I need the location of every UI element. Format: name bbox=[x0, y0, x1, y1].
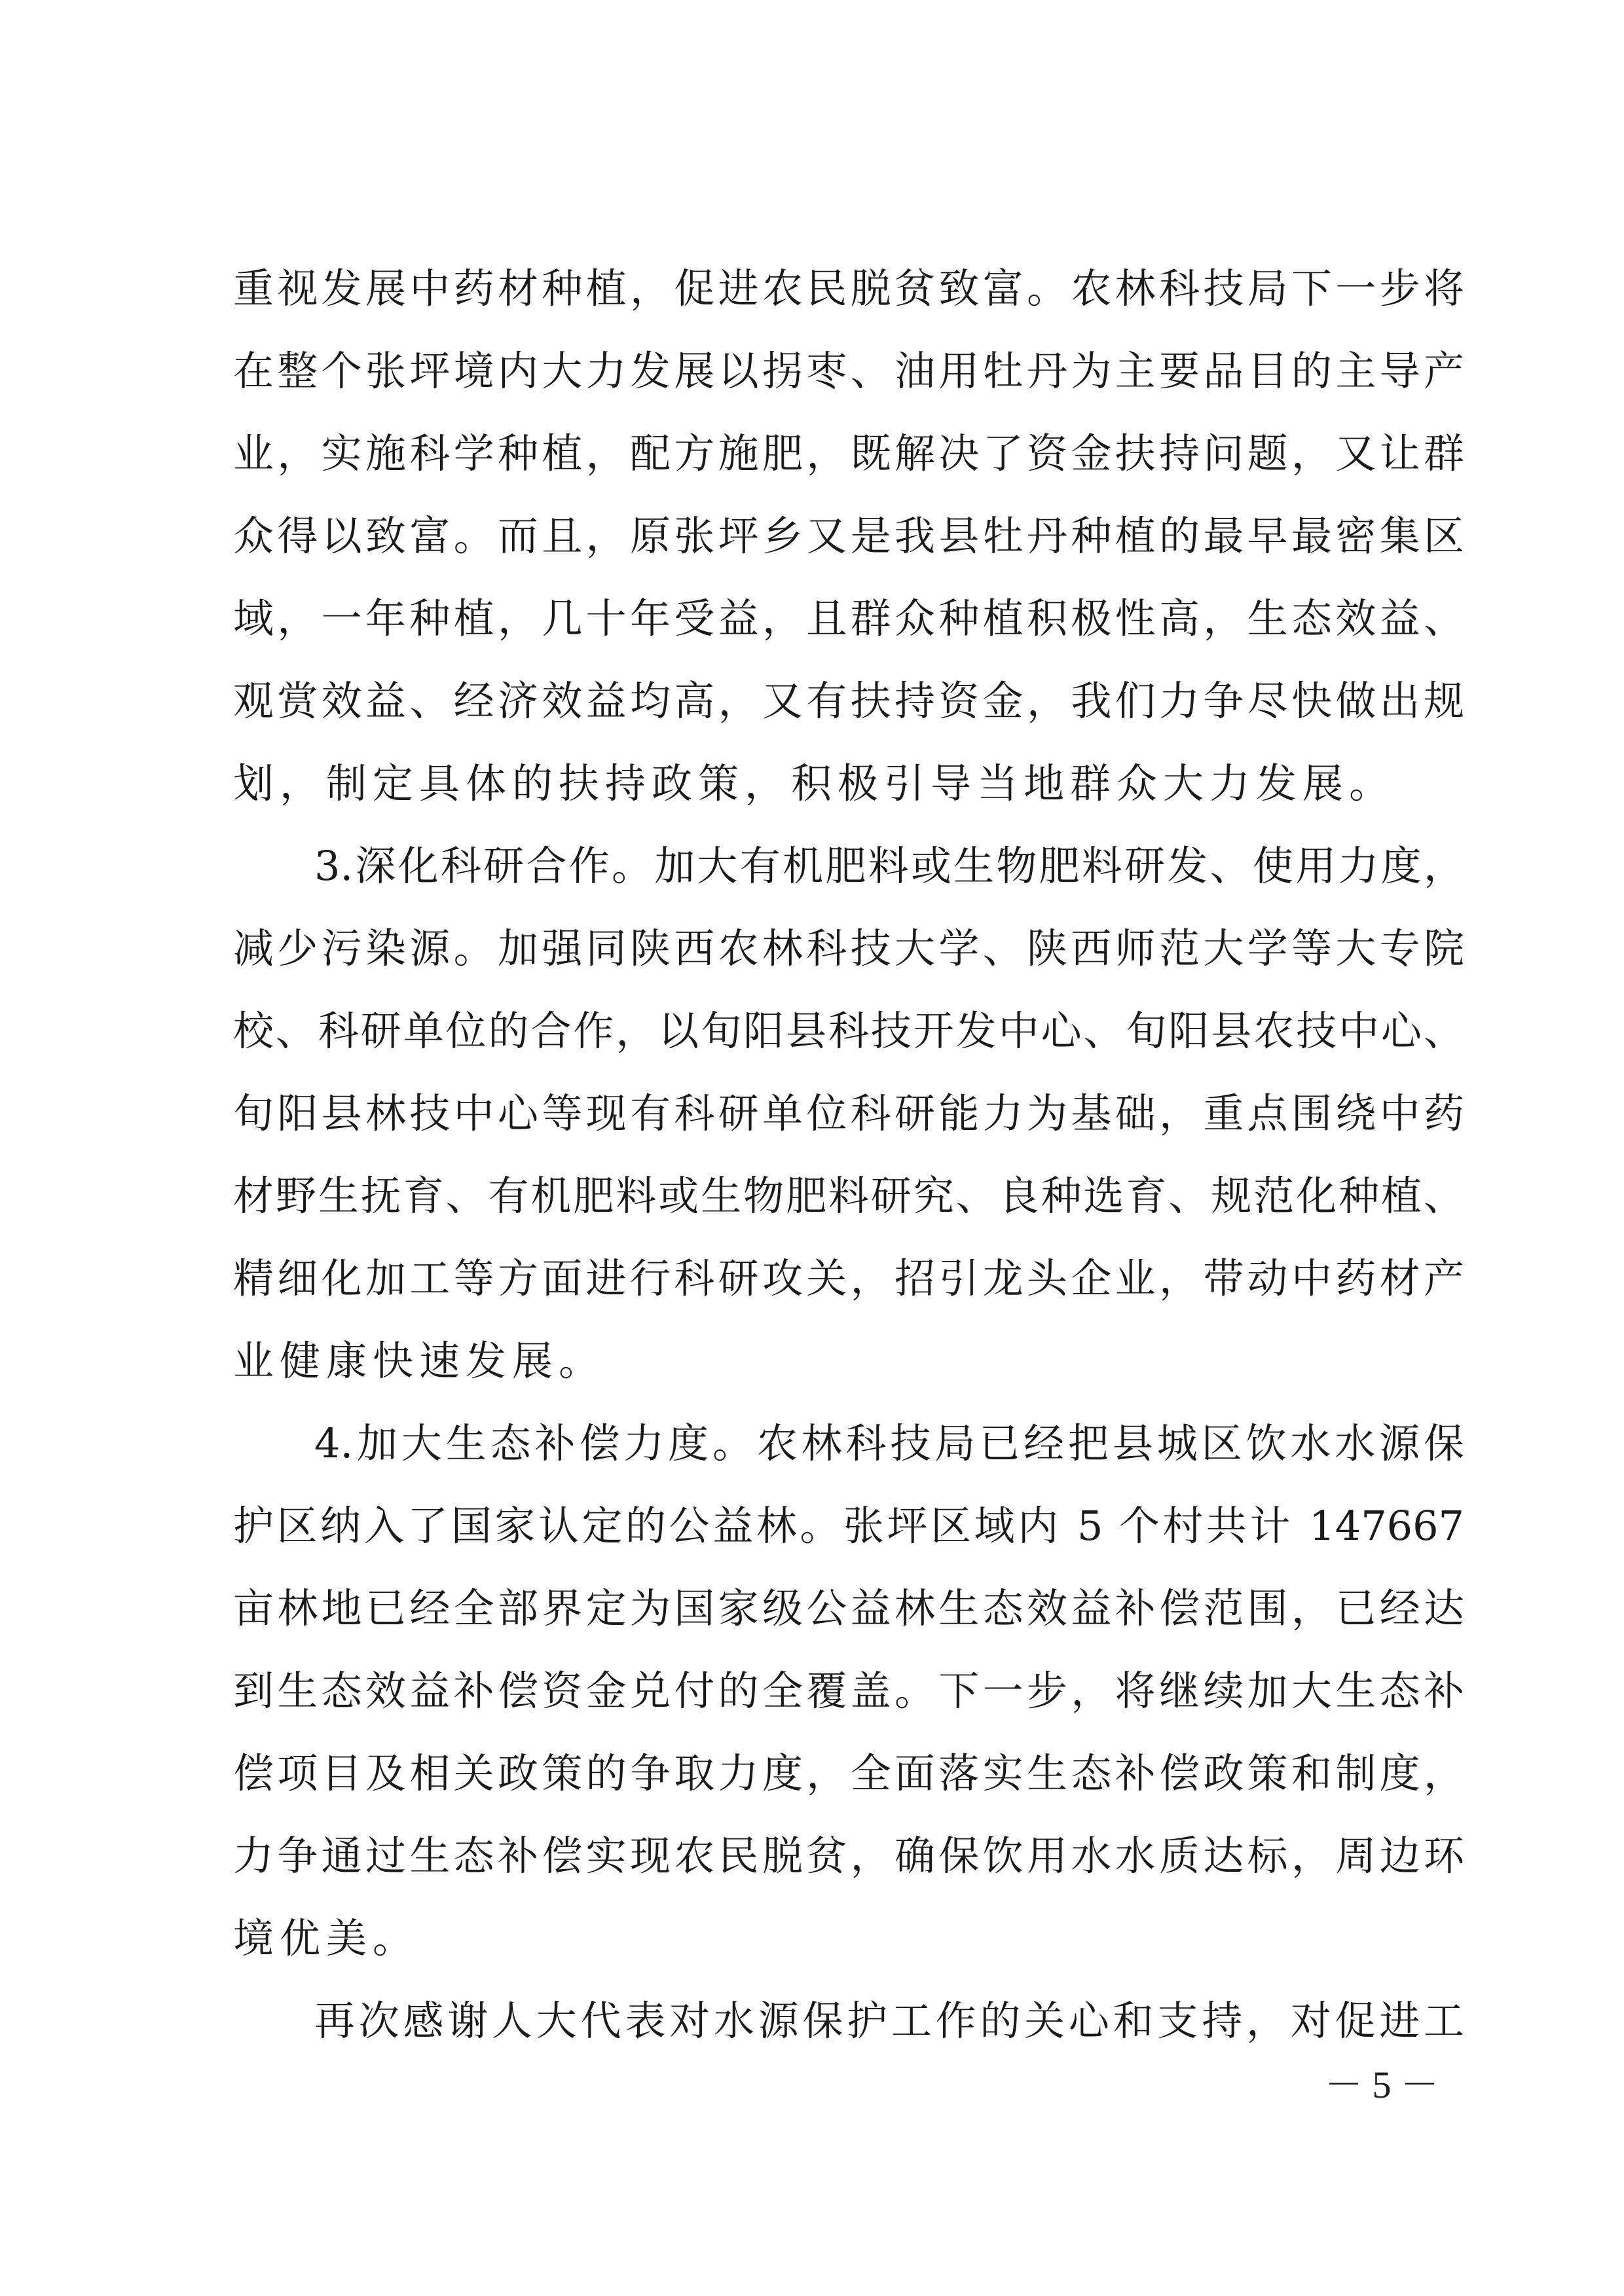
text-line: 业，实施科学种植，配方施肥，既解决了资金扶持问题，又让群 bbox=[233, 429, 1464, 477]
text-line: 在整个张坪境内大力发展以拐枣、油用牡丹为主要品目的主导产 bbox=[233, 347, 1464, 395]
paragraph-4 bbox=[233, 1980, 1464, 2062]
text-line: 亩林地已经全部界定为国家级公益林生态效益补偿范围，已经达 bbox=[233, 1584, 1464, 1632]
text-line: 到生态效益补偿资金兑付的全覆盖。下一步，将继续加大生态补 bbox=[233, 1667, 1464, 1715]
text-line: 划，制定具体的扶持政策，积极引导当地群众大力发展。 bbox=[233, 759, 1396, 807]
text-line: 材野生抚育、有机肥料或生物肥料研究、良种选育、规范化种植、 bbox=[233, 1172, 1464, 1220]
paragraph-3 bbox=[233, 1402, 1464, 1980]
paragraph-1 bbox=[233, 247, 1464, 825]
page-number: － 5 － bbox=[1324, 2064, 1439, 2106]
text-line: 减少污染源。加强同陕西农林科技大学、陕西师范大学等大专院 bbox=[233, 924, 1464, 972]
paragraph-2 bbox=[233, 825, 1464, 1402]
body-text bbox=[233, 247, 1464, 2062]
text-line: 护区纳入了国家认定的公益林。张坪区域内 5 个村共计 147667 bbox=[233, 1502, 1464, 1550]
text-line: 域，一年种植，几十年受益，且群众种植积极性高，生态效益、 bbox=[233, 594, 1464, 642]
text-line: 重视发展中药材种植，促进农民脱贫致富。农林科技局下一步将 bbox=[233, 264, 1464, 312]
text-line: 众得以致富。而且，原张坪乡又是我县牡丹种植的最早最密集区 bbox=[233, 512, 1464, 560]
text-line: 旬阳县林技中心等现有科研单位科研能力为基础，重点围绕中药 bbox=[233, 1089, 1464, 1137]
text-line: 力争通过生态补偿实现农民脱贫，确保饮用水水质达标，周边环 bbox=[233, 1832, 1464, 1880]
text-line: 偿项目及相关政策的争取力度，全面落实生态补偿政策和制度， bbox=[233, 1749, 1464, 1797]
text-line: 境优美。 bbox=[233, 1914, 420, 1962]
text-line: 3.深化科研合作。加大有机肥料或生物肥料研发、使用力度， bbox=[314, 842, 1464, 890]
text-line: 校、科研单位的合作，以旬阳县科技开发中心、旬阳县农技中心、 bbox=[233, 1007, 1464, 1055]
text-line: 观赏效益、经济效益均高，又有扶持资金，我们力争尽快做出规 bbox=[233, 677, 1464, 725]
text-line: 业健康快速发展。 bbox=[233, 1337, 606, 1385]
text-line: 再次感谢人大代表对水源保护工作的关心和支持，对促进工 bbox=[314, 1997, 1464, 2045]
text-line: 4.加大生态补偿力度。农林科技局已经把县城区饮水水源保 bbox=[314, 1419, 1464, 1467]
text-line: 精细化加工等方面进行科研攻关，招引龙头企业，带动中药材产 bbox=[233, 1254, 1464, 1302]
